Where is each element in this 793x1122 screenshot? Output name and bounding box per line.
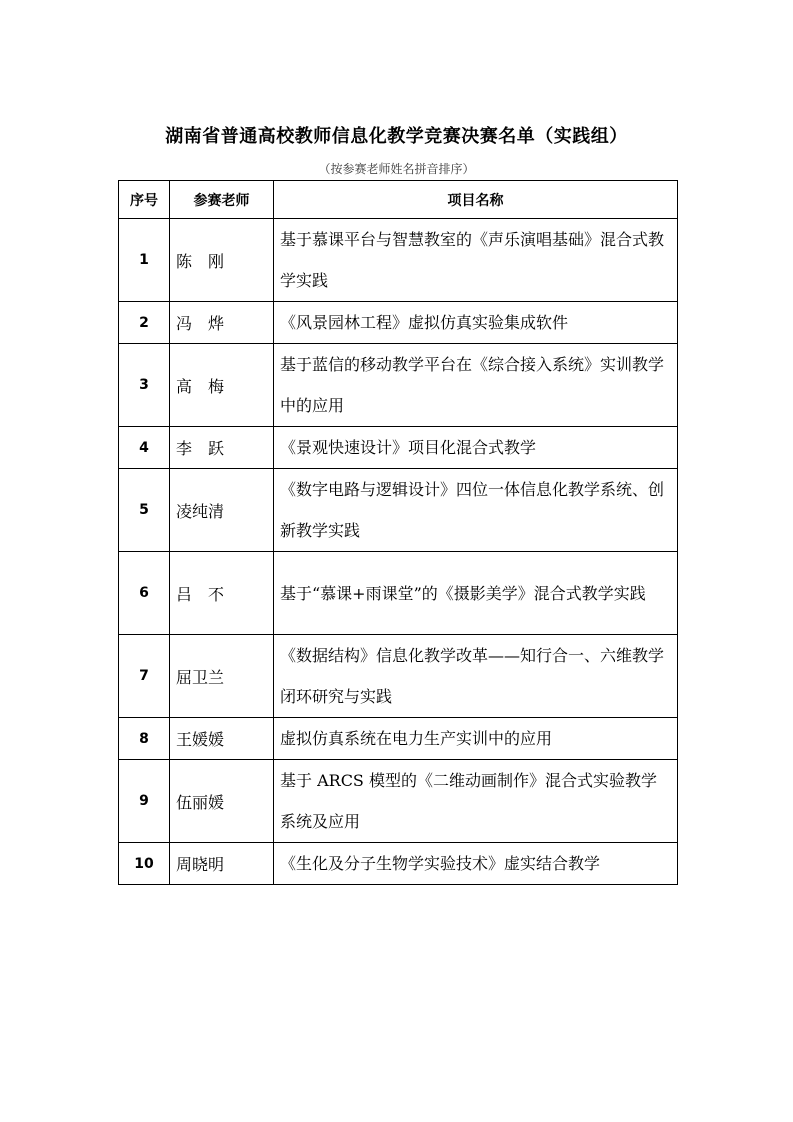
table-row (119, 552, 678, 635)
table-row (119, 427, 678, 469)
row-teacher: 王媛媛 (170, 718, 274, 760)
row-index: 4 (119, 427, 170, 469)
row-project: 《景观快速设计》项目化混合式教学 (274, 427, 678, 469)
row-teacher: 陈 刚 (170, 219, 274, 302)
table-row (119, 302, 678, 344)
row-project: 基于慕课平台与智慧教室的《声乐演唱基础》混合式教学实践 (274, 219, 678, 302)
row-project: 《数字电路与逻辑设计》四位一体信息化教学系统、创新教学实践 (274, 469, 678, 552)
row-project: 《风景园林工程》虚拟仿真实验集成软件 (274, 302, 678, 344)
table-row (119, 469, 678, 552)
row-teacher: 冯 烨 (170, 302, 274, 344)
finalists-table (118, 180, 678, 885)
row-project: 基于“慕课+雨课堂”的《摄影美学》混合式教学实践 (274, 552, 678, 635)
table-body (119, 219, 678, 885)
header-index: 序号 (119, 181, 170, 219)
row-index: 6 (119, 552, 170, 635)
table-row (119, 843, 678, 885)
row-index: 3 (119, 344, 170, 427)
row-project: 《生化及分子生物学实验技术》虚实结合教学 (274, 843, 678, 885)
row-index: 5 (119, 469, 170, 552)
row-teacher: 李 跃 (170, 427, 274, 469)
row-index: 9 (119, 760, 170, 843)
row-index: 8 (119, 718, 170, 760)
table-row (119, 635, 678, 718)
row-index: 7 (119, 635, 170, 718)
header-teacher: 参赛老师 (170, 181, 274, 219)
row-teacher: 吕 不 (170, 552, 274, 635)
row-teacher: 伍丽媛 (170, 760, 274, 843)
table-row (119, 219, 678, 302)
row-index: 1 (119, 219, 170, 302)
row-teacher: 周晓明 (170, 843, 274, 885)
row-teacher: 凌纯清 (170, 469, 274, 552)
table-row (119, 760, 678, 843)
row-project: 《数据结构》信息化教学改革——知行合一、六维教学闭环研究与实践 (274, 635, 678, 718)
row-teacher: 高 梅 (170, 344, 274, 427)
table-header-row (119, 181, 678, 219)
row-index: 2 (119, 302, 170, 344)
row-project: 虚拟仿真系统在电力生产实训中的应用 (274, 718, 678, 760)
row-project: 基于 ARCS 模型的《二维动画制作》混合式实验教学系统及应用 (274, 760, 678, 843)
row-index: 10 (119, 843, 170, 885)
document-title: 湖南省普通高校教师信息化教学竞赛决赛名单（实践组） (165, 126, 628, 147)
row-teacher: 屈卫兰 (170, 635, 274, 718)
document-subtitle: （按参赛老师姓名拼音排序） (318, 162, 475, 176)
header-project: 项目名称 (274, 181, 678, 219)
table-row (119, 344, 678, 427)
table-row (119, 718, 678, 760)
row-project: 基于蓝信的移动教学平台在《综合接入系统》实训教学中的应用 (274, 344, 678, 427)
